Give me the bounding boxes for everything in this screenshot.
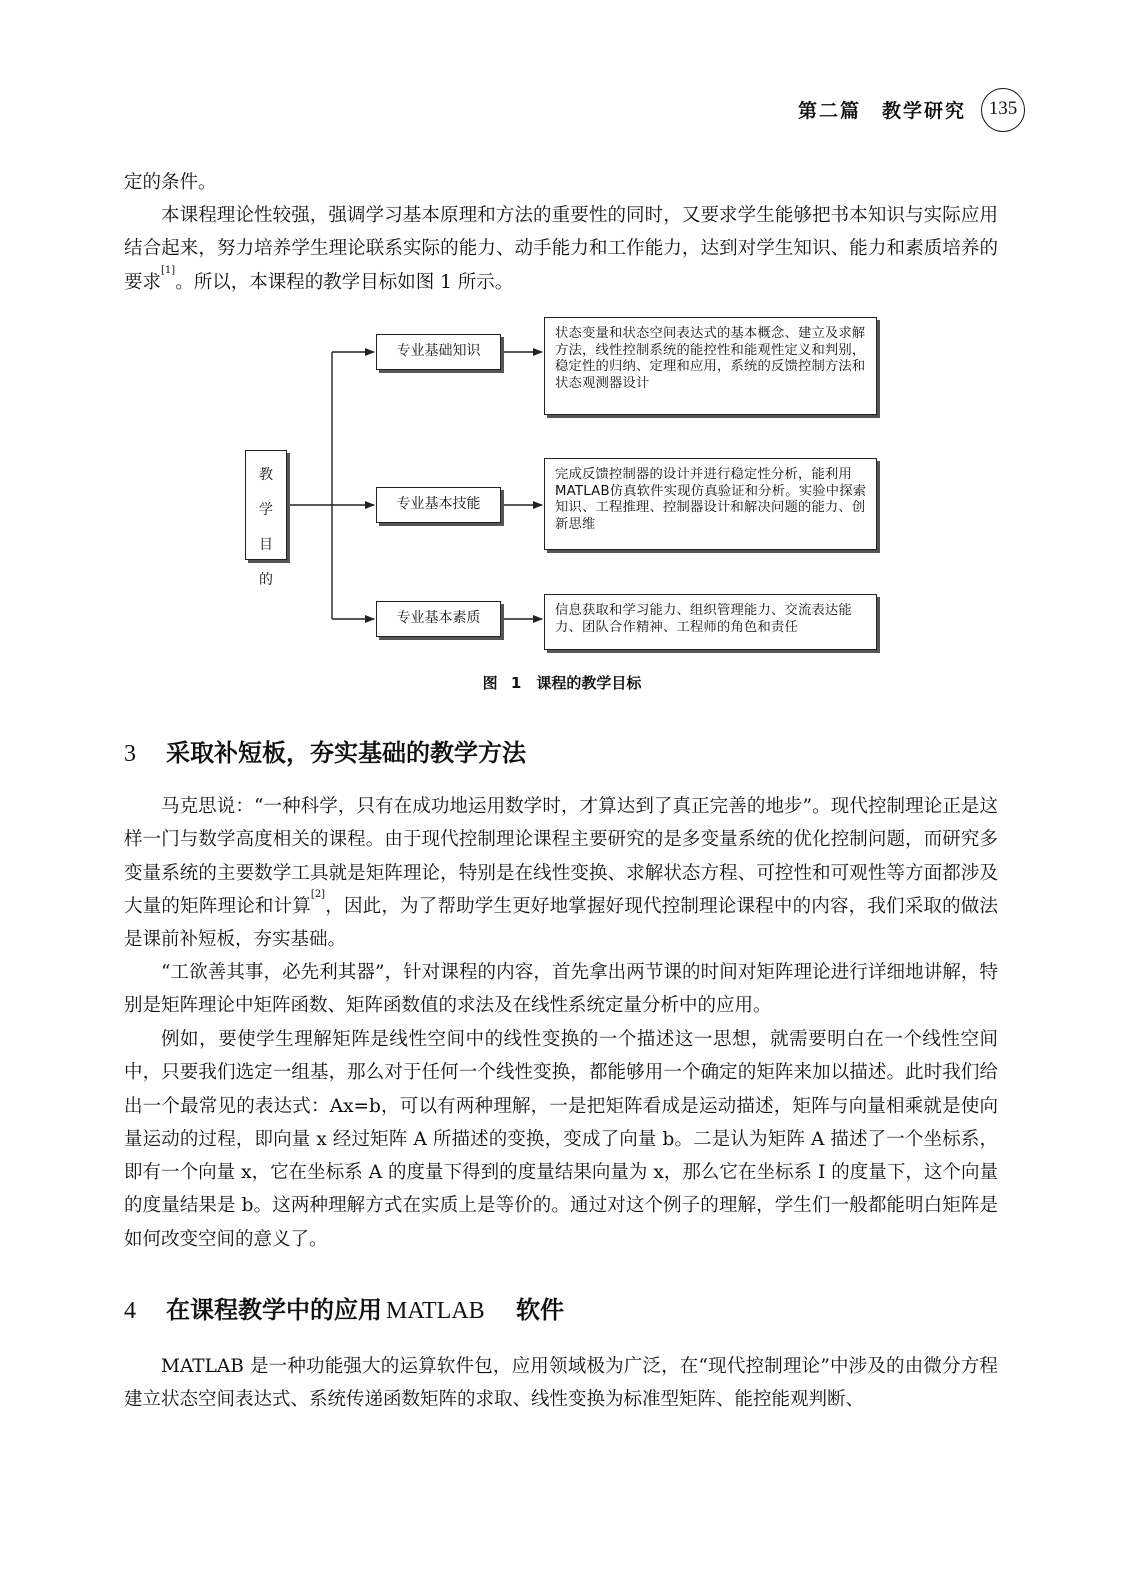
section-number: 3: [124, 741, 136, 767]
paragraph-marx-quote: [124, 790, 998, 956]
paragraph-text: 本课程理论性较强，强调学习基本原理和方法的重要性的同时，又要求学生能够把书本知识与实际应用结合起来，努力培养学生理论联系实际的能力、动手能力和工作能力，达到对学生知识、能力和素质培养的要求: [124, 205, 998, 293]
section-4-heading: [124, 1290, 564, 1325]
citation-1: [1]: [161, 264, 176, 276]
paragraph-matrix-lecture: “工欲善其事，必先利其器”，针对课程的内容，首先拿出两节课的时间对矩阵理论进行详细地讲解，特别是矩阵理论中矩阵函数、矩阵函数值的求法及在线性系统定量分析中的应用。: [124, 962, 998, 1017]
running-header-title: 第二篇 教学研究: [797, 100, 966, 122]
detail-skills: 完成反馈控制器的设计并进行稳定性分析，能利用MATLAB仿真软件实现仿真验证和分析。实验中探索知识、工程推理、控制器设计和解决问题的能力、创新思维: [544, 458, 877, 550]
root-char: 的: [259, 572, 273, 588]
section-3-heading: [124, 733, 526, 768]
figure-caption: 图 1 课程的教学目标: [482, 674, 642, 692]
paragraph-text: 。所以，本课程的教学目标如图 1 所示。: [175, 271, 514, 293]
citation-2: [2]: [310, 888, 326, 900]
running-header: [0, 88, 1124, 136]
section-title-latin: MATLAB: [386, 1298, 485, 1324]
paragraph-matrix-example: 例如，要使学生理解矩阵是线性空间中的线性变换的一个描述这一思想，就需要明白在一个线性空间中，只要我们选定一组基，那么对于任何一个线性变换，都能够用一个确定的矩阵来加以描述。此时我们给出一个最常见的表达式：Ax=b，可以有两种理解，一是把矩阵看成是运动描述，矩阵与向量相乘就是使向量运动的过程，即向量 x 经过矩阵 A 所描述的变换，变成了向量 b。二是认为矩阵 A 描述了一个坐标系，即有一个向量 x，它在坐标系 A 的度量下得到的度量结果向量为 x，那么它在坐标系 I 的度量下，这个向量的度量结果是 b。这两种理解方式在实质上是等价的。通过对这个例子的理解，学生们一般都能明白矩阵是如何改变空间的意义了。: [124, 1029, 998, 1250]
node-professional-quality: 专业基本素质: [376, 601, 501, 637]
section-title-suffix: 软件: [516, 1296, 564, 1324]
paragraph-matlab-intro: MATLAB 是一种功能强大的运算软件包，应用领域极为广泛，在“现代控制理论”中涉及的由微分方程建立状态空间表达式、系统传递函数矩阵的求取、线性变换为标准型矩阵、能控能观判断、: [124, 1356, 998, 1411]
paragraph-text: ，因此，为了帮助学生更好地掌握好现代控制理论课程中的内容，我们采取的做法是课前补短板，夯实基础。: [124, 895, 998, 951]
paragraph-continuation: 定的条件。: [124, 172, 217, 193]
node-professional-skills: 专业基本技能: [376, 487, 501, 523]
root-char: 教: [259, 467, 273, 483]
section-number: 4: [124, 1298, 136, 1324]
paragraph-text: 马克思说：“一种科学，只有在成功地运用数学时，才算达到了真正完善的地步”。现代控制理论正是这样一门与数学高度相关的课程。由于现代控制理论课程主要研究的是多变量系统的优化控制问题，而研究多变量系统的主要数学工具就是矩阵理论，特别是在线性变换、求解状态方程、可控性和可观性等方面都涉及大量的矩阵理论和计算: [124, 796, 998, 917]
section-title: 采取补短板，夯实基础的教学方法: [166, 739, 526, 767]
page-number: 135: [981, 88, 1025, 132]
detail-quality: 信息获取和学习能力、组织管理能力、交流表达能力、团队合作精神、工程师的角色和责任: [544, 594, 877, 650]
root-char: 目: [259, 537, 273, 553]
detail-knowledge: 状态变量和状态空间表达式的基本概念、建立及求解方法，线性控制系统的能控性和能观性定义和判别，稳定性的归纳、定理和应用，系统的反馈控制方法和状态观测器设计: [544, 317, 877, 415]
paragraph-course-intro: [124, 199, 998, 299]
node-professional-knowledge: 专业基础知识: [376, 334, 501, 370]
root-char: 学: [259, 502, 273, 518]
root-box-teaching-goal: [245, 450, 287, 588]
section-title: 在课程教学中的应用: [166, 1296, 382, 1324]
